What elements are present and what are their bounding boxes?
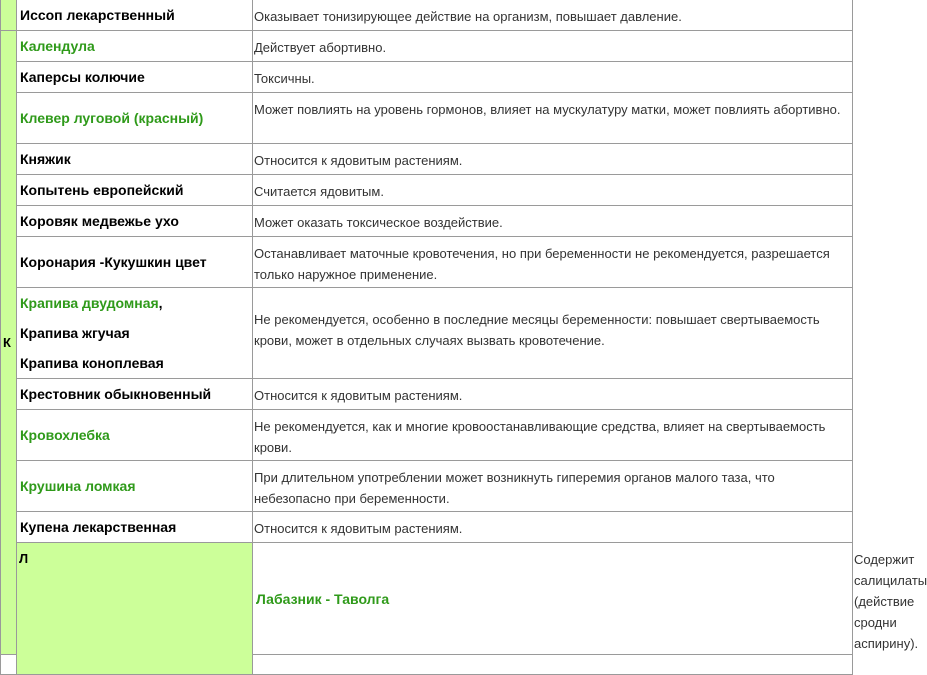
plant-name: Коровяк медвежье ухо [17, 206, 253, 237]
table-row [1, 461, 853, 512]
table-row [1, 237, 853, 288]
plant-description: При длительном употреблении может возникнуть гиперемия органов малого таза, что небезопасно при беременности. [253, 461, 853, 512]
table-row [1, 379, 853, 410]
plant-description: Действует абортивно. [253, 31, 853, 62]
plant-name [1, 655, 17, 675]
table-row [1, 206, 853, 237]
table-row [1, 512, 853, 543]
table-row [1, 175, 853, 206]
plant-name-link[interactable]: Крапива двудомная [20, 295, 159, 311]
table-row [1, 93, 853, 144]
plant-name-link[interactable]: Клевер луговой (красный) [17, 93, 253, 144]
plant-description: Не рекомендуется, особенно в последние месяцы беременности: повышает свертываемость крови, может в отдельных случаях вызвать кровотечение. [253, 288, 853, 379]
plant-name-line: Крапива жгучая [20, 325, 130, 341]
plant-name: Каперсы колючие [17, 62, 253, 93]
plant-description: Останавливает маточные кровотечения, но при беременности не рекомендуется, разрешается только наружное применение. [253, 237, 853, 288]
table-row [1, 31, 853, 62]
plant-name: Иссоп лекарственный [17, 0, 253, 31]
letter-k: К [1, 31, 17, 655]
plant-description: Может оказать токсическое воздействие. [253, 206, 853, 237]
letter-l: Л [17, 543, 253, 675]
plant-name: Крестовник обыкновенный [17, 379, 253, 410]
plant-description: Относится к ядовитым растениям. [253, 512, 853, 543]
table-row [1, 410, 853, 461]
table-row: Л Лабазник - Таволга Содержит салицилаты (действие сродни аспирину). [1, 543, 853, 655]
plant-description [253, 655, 853, 675]
table-row [1, 288, 853, 379]
plant-name-line: Крапива коноплевая [20, 355, 164, 371]
plant-name: Купена лекарственная [17, 512, 253, 543]
plant-name-link[interactable]: Лабазник - Таволга [253, 543, 853, 655]
plant-description: Токсичны. [253, 62, 853, 93]
plant-description: Относится к ядовитым растениям. [253, 144, 853, 175]
plant-description: Считается ядовитым. [253, 175, 853, 206]
plant-name: Копытень европейский [17, 175, 253, 206]
plant-description: Относится к ядовитым растениям. [253, 379, 853, 410]
table-row [1, 144, 853, 175]
table-row [1, 62, 853, 93]
plant-name: Коронария -Кукушкин цвет [17, 237, 253, 288]
plant-name-line [20, 288, 252, 318]
plant-name: Княжик [17, 144, 253, 175]
letter-cell [1, 0, 17, 31]
name-comma: , [158, 295, 163, 311]
plant-description: Может повлиять на уровень гормонов, влияет на мускулатуру матки, может повлиять абортивно. [253, 93, 853, 144]
plant-description: Оказывает тонизирующее действие на организм, повышает давление. [253, 0, 853, 31]
plant-name-link[interactable]: Крушина ломкая [17, 461, 253, 512]
table-row [1, 0, 853, 31]
plant-name-group [17, 288, 253, 379]
plant-name-link[interactable]: Календула [17, 31, 253, 62]
plant-name-link[interactable]: Кровохлебка [17, 410, 253, 461]
plant-description: Не рекомендуется, как и многие кровоостанавливающие средства, влияет на свертываемость крови. [253, 410, 853, 461]
